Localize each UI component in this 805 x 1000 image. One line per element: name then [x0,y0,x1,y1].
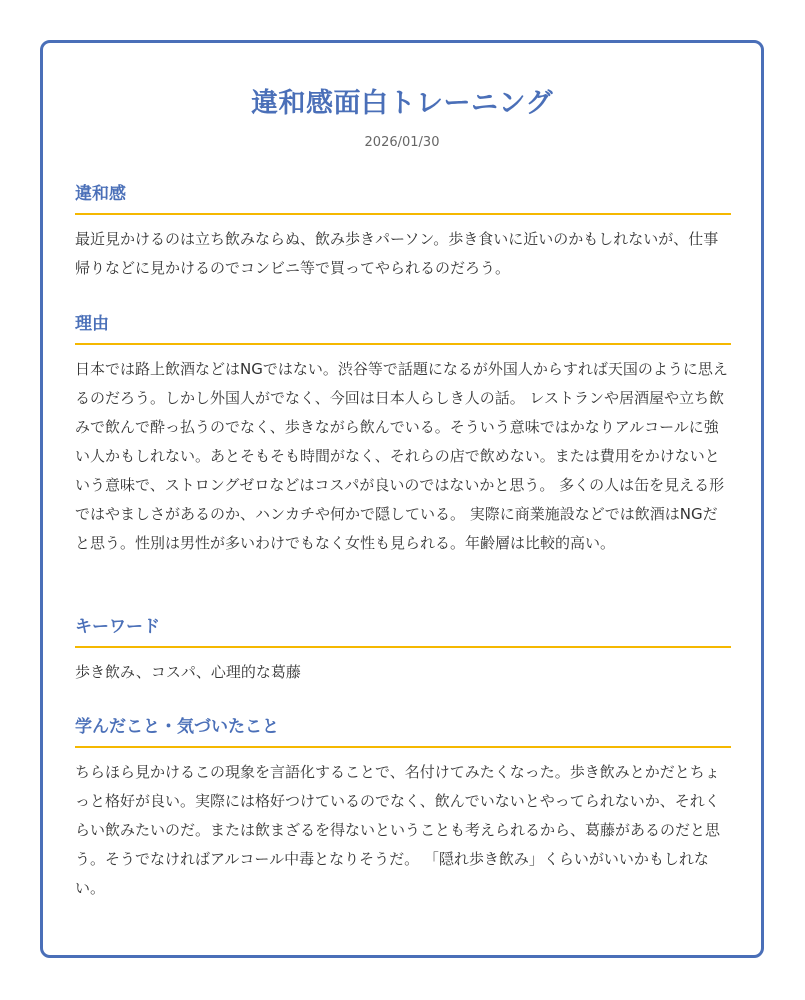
section-heading: 学んだこと・気づいたこと [75,716,731,748]
section-body: ちらほら見かけるこの現象を言語化することで、名付けてみたくなった。歩き飲みとかだとちょっと格好が良い。実際には格好つけているのでなく、飲んでいないとやってられないか、それくらい飲みたいのだ。または飲まざるを得ないということも考えられるから、葛藤があるのだと思う。そうでなければアルコール中毒となりそうだ。 「隠れ歩き飲み」くらいがいいかもしれない。 [75,763,721,897]
report-card [40,40,764,958]
section-heading: 理由 [75,313,731,345]
section-heading: キーワード [75,616,731,648]
page-title: 違和感面白トレーニング [251,88,553,119]
section-body: 日本では路上飲酒などはNGではない。渋谷等で話題になるが外国人からすれば天国のように思えるのだろう。しかし外国人がでなく、今回は日本人らしき人の話。 レストランや居酒屋や立ち飲みで飲んで酔っ払うのでなく、歩きながら飲んでいる。そういう意味ではかなりアルコールに強い人かもしれない。あとそもそも時間がなく、それらの店で飲めない。または費用をかけないという意味で、ストロングゼロなどはコスパが良いのではないかと思う。 多くの人は缶を見える形ではやましさがあるのか、ハンカチや何かで隠している。 実際に商業施設などでは飲酒はNGだと思う。性別は男性が多いわけでもなく女性も見られる。年齢層は比較的高い。 [75,360,728,552]
section-body: 歩き飲み、コスパ、心理的な葛藤 [75,663,301,681]
section-reason [75,313,731,558]
section-discomfort [75,183,731,283]
section-learnings [75,716,731,903]
section-heading: 違和感 [75,183,731,215]
section-body: 最近見かけるのは立ち飲みならぬ、飲み歩きパーソン。歩き食いに近いのかもしれないが、仕事帰りなどに見かけるのでコンビニ等で買ってやられるのだろう。 [75,230,719,277]
report-date: 2026/01/30 [364,135,440,150]
section-keywords [75,616,731,687]
